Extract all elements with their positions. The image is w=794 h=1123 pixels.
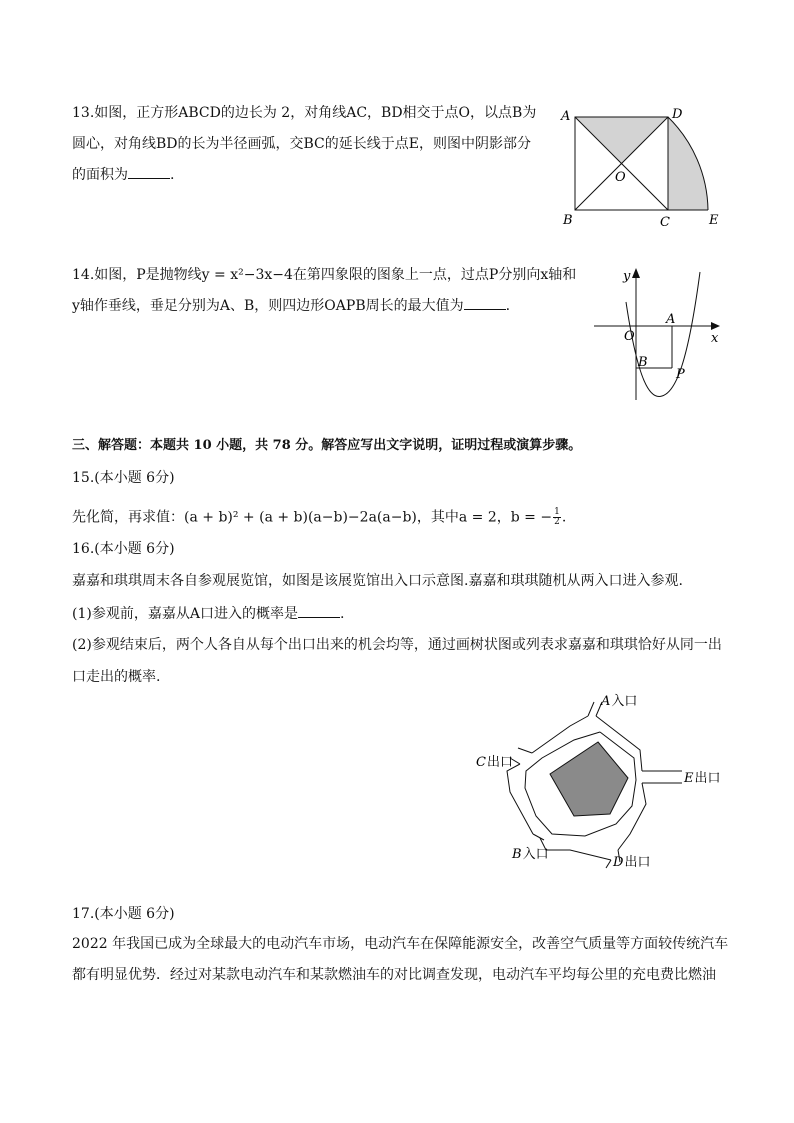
x-axis-arrow-icon	[711, 322, 720, 330]
fraction-denominator: 2	[554, 517, 560, 527]
answer-blank	[464, 297, 506, 310]
label-c: C	[660, 215, 670, 230]
label-x: x	[711, 331, 719, 346]
q13-line-2: 圆心，对角线BD的长为半径画弧，交BC的延长线于点E，则图中阴影部分	[72, 136, 531, 152]
q16-line-4: 口走出的概率.	[72, 669, 161, 685]
q15-header: 15.(本小题 6分)	[72, 470, 175, 486]
q16-line-3: (2)参观结束后，两个人各自从每个出口出来的机会均等，通过画树状图或列表求嘉嘉和琪琪恰好从同一出	[72, 637, 722, 653]
q16-line-2	[72, 605, 344, 623]
label-o: O	[624, 329, 635, 344]
label-b-entrance: B入口	[512, 847, 549, 862]
label-y: y	[623, 269, 631, 284]
shaded-sector	[668, 117, 708, 210]
q13-line-3-text: 的面积为	[72, 167, 128, 183]
answer-blank	[298, 605, 340, 618]
q16-line-2-text: (1)参观前，嘉嘉从A口进入的概率是	[72, 606, 298, 622]
q16-header: 16.(本小题 6分)	[72, 541, 175, 557]
entrance-b-left	[533, 834, 544, 840]
label-a-entrance: A入口	[601, 694, 638, 709]
section-heading: 三、解答题：本题共 10 小题，共 78 分。解答应写出文字说明，证明过程或演算步骤。	[72, 438, 582, 453]
q14-line-2	[72, 297, 510, 315]
q15-end: .	[561, 509, 567, 526]
q16-line-1: 嘉嘉和琪琪周末各自参观展览馆，如图是该展览馆出入口示意图.嘉嘉和琪琪随机从两入口进入参观.	[72, 573, 683, 589]
entrance-a-left	[588, 702, 594, 716]
label-o: O	[615, 170, 626, 185]
q17-line-2: 都有明显优势．经过对某款电动汽车和某款燃油车的对比调查发现，电动汽车平均每公里的充电费比燃油	[72, 967, 716, 983]
label-d: D	[672, 107, 683, 122]
q14-line-1: 14.如图，P是抛物线y = x²−3x−4在第四象限的图象上一点，过点P分别向x轴和	[72, 267, 577, 283]
label-c-exit: C出口	[476, 755, 513, 770]
q14-line-2-text: y轴作垂线，垂足分别为A、B，则四边形OAPB周长的最大值为	[72, 298, 464, 314]
q16-figure	[470, 688, 730, 874]
y-axis-arrow-icon	[632, 268, 640, 278]
q14-line-2-end: .	[505, 298, 511, 314]
q15-expression: 先化简，再求值：(a + b)² + (a + b)(a−b)−2a(a−b)，其中a = 2，b = −	[72, 509, 553, 526]
q14-figure	[590, 262, 730, 402]
q13-line-3	[72, 166, 174, 184]
parabola	[626, 272, 700, 397]
exit-d-left	[606, 860, 611, 868]
exhibition-hall	[550, 742, 628, 816]
q17-line-1: 2022 年我国已成为全球最大的电动汽车市场，电动汽车在保障能源安全，改善空气质量等方面较传统汽车	[72, 936, 729, 952]
fraction-numerator: 1	[554, 507, 560, 517]
label-a: A	[666, 312, 676, 327]
answer-blank	[128, 166, 170, 179]
label-d-exit: D出口	[613, 855, 651, 870]
q13-line-3-end: .	[170, 167, 175, 183]
q13-line-1: 13.如图，正方形ABCD的边长为 2，对角线AC，BD相交于点O，以点B为	[72, 105, 537, 121]
q13-figure	[555, 100, 730, 232]
shaded-triangle	[575, 117, 668, 163]
label-a: A	[561, 109, 571, 124]
q15-text	[72, 508, 566, 527]
q17-header: 17.(本小题 6分)	[72, 906, 175, 922]
label-p: P	[676, 367, 685, 382]
label-e: E	[709, 213, 719, 228]
q16-line-2-end: .	[339, 606, 345, 622]
exit-c-bottom	[518, 748, 532, 753]
fraction	[553, 508, 561, 527]
label-b: B	[563, 213, 573, 228]
label-b: B	[638, 355, 648, 370]
label-e-exit: E出口	[684, 771, 721, 786]
outer-wall-3	[540, 838, 611, 860]
